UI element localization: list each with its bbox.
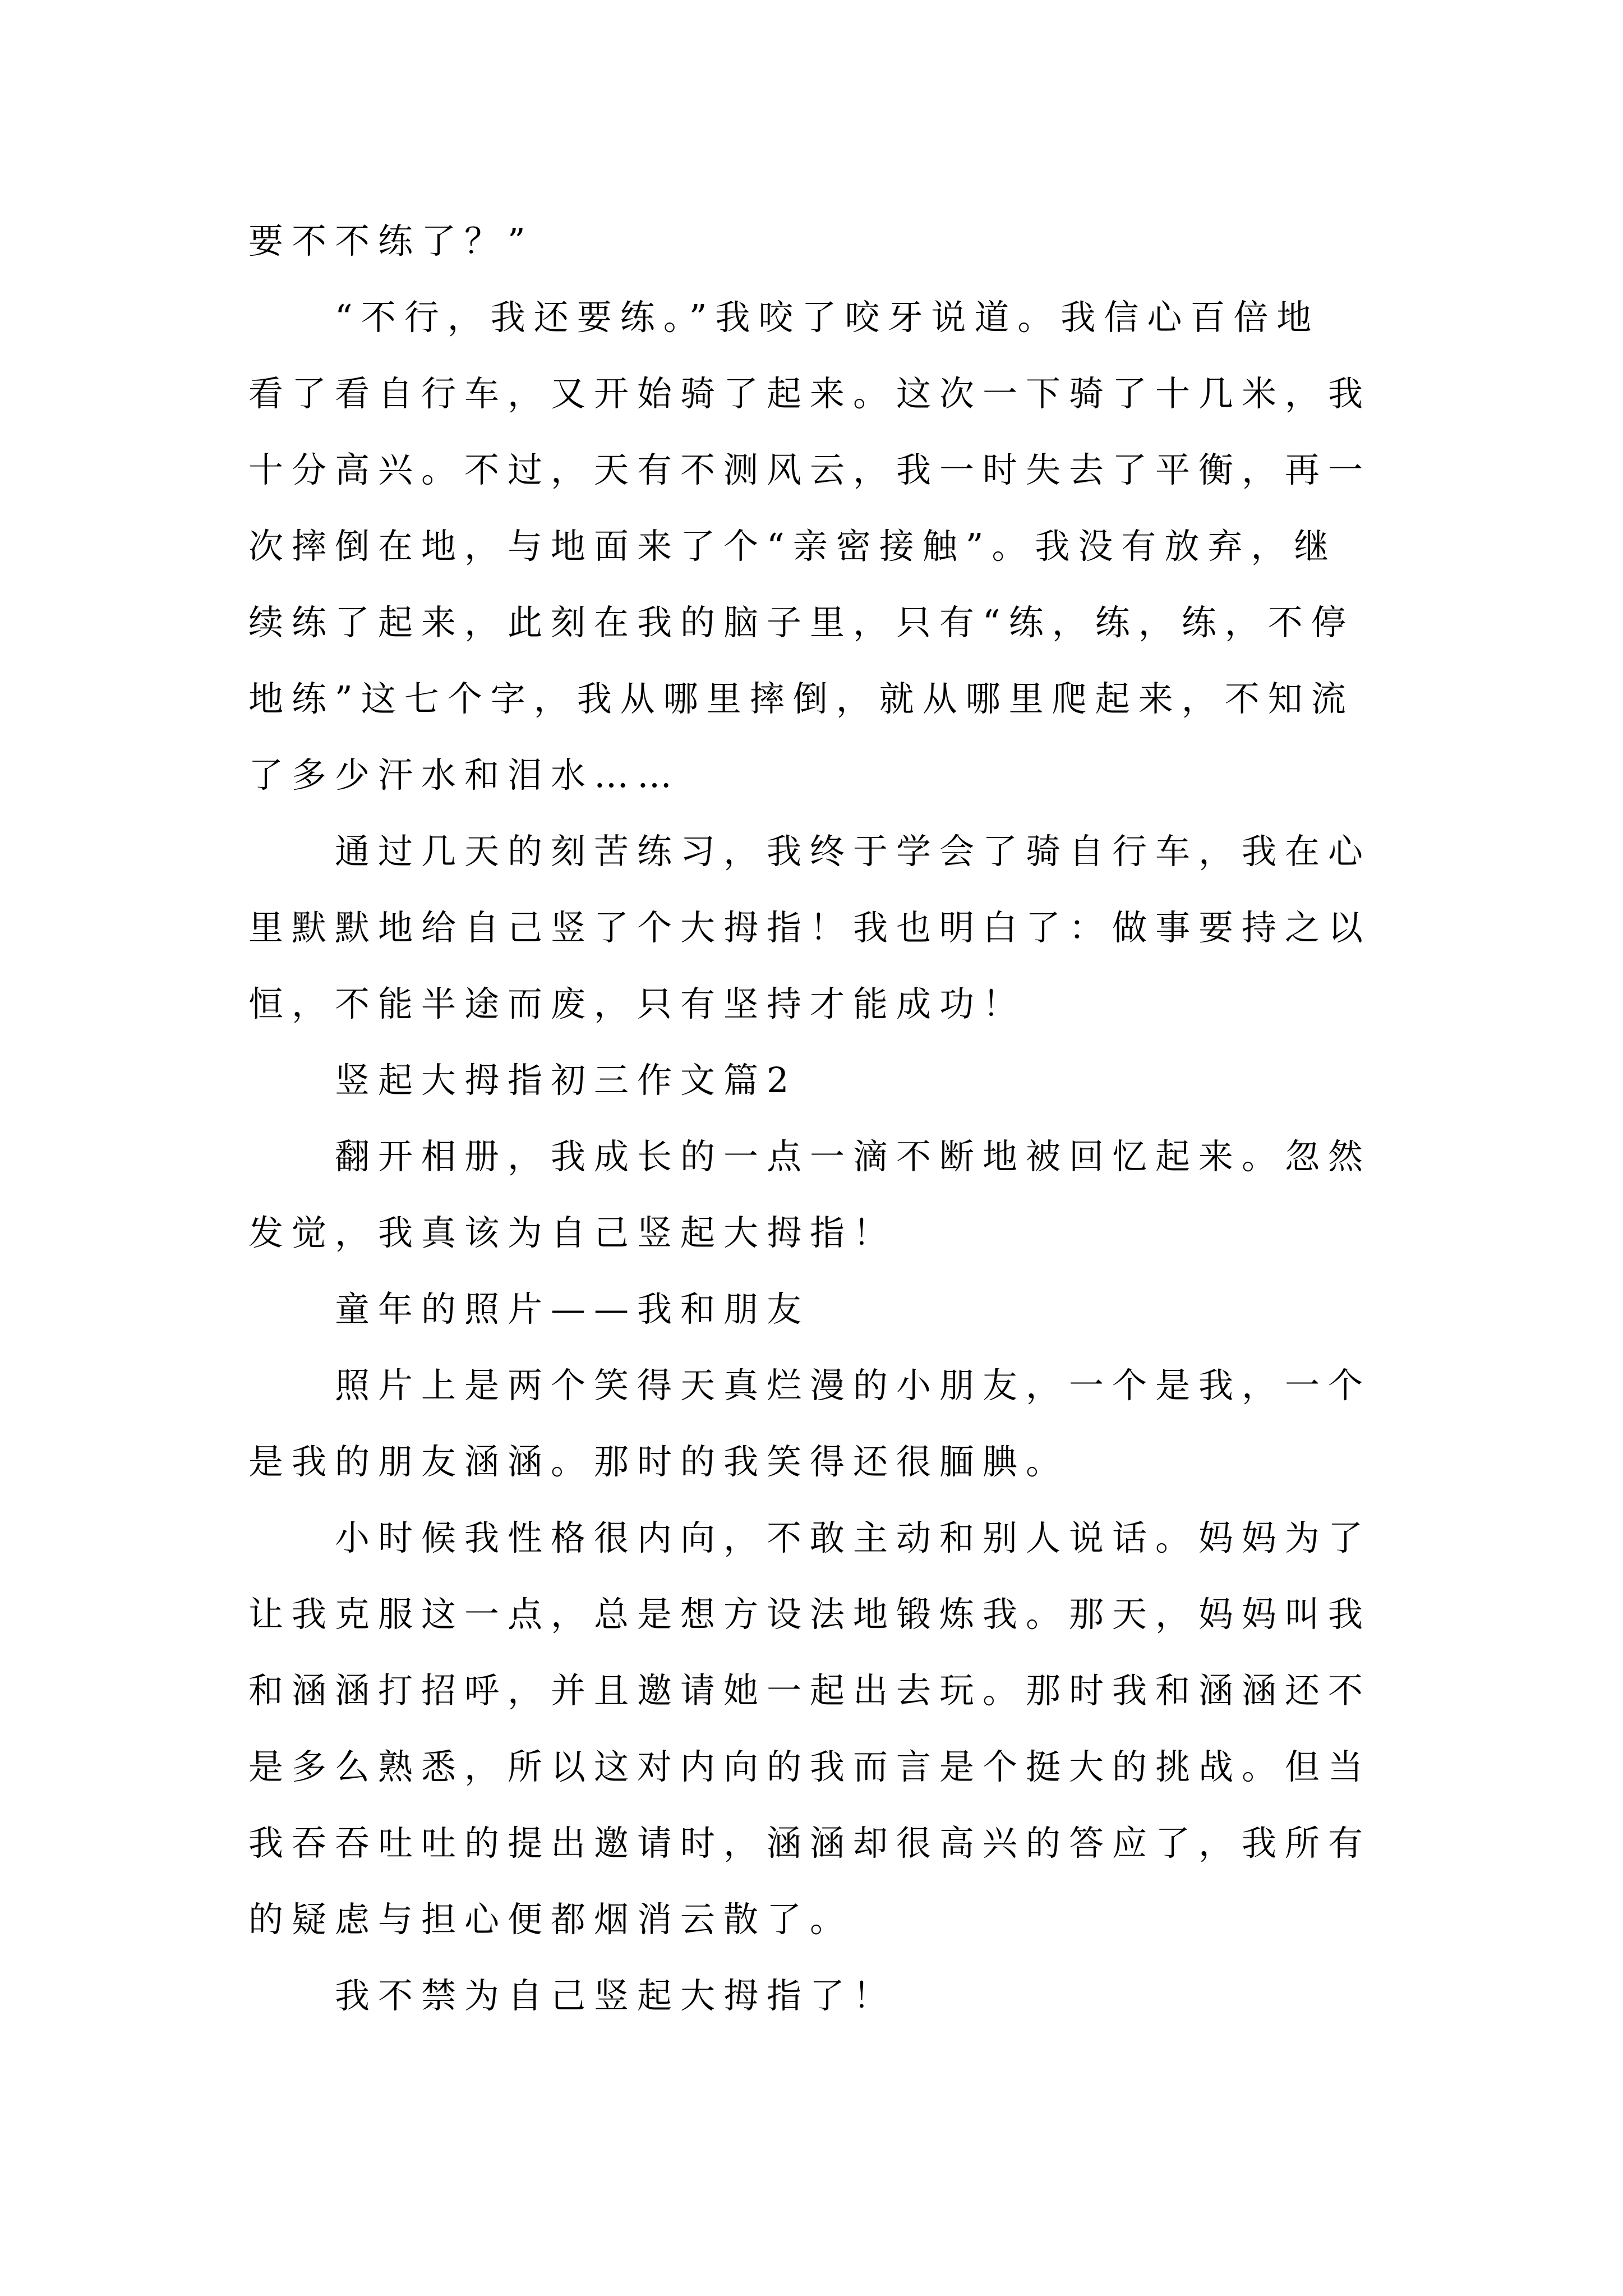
text-line: 发觉，我真该为自己竖起大拇指！ bbox=[248, 1212, 897, 1253]
text-line: 童年的照片——我和朋友 bbox=[335, 1289, 810, 1329]
text-line: 翻开相册，我成长的一点一滴不断地被回忆起来。忽然 bbox=[335, 1136, 1372, 1177]
text-line: 了多少汗水和泪水…… bbox=[248, 754, 681, 795]
text-line: 和涵涵打招呼，并且邀请她一起出去玩。那时我和涵涵还不 bbox=[248, 1670, 1372, 1711]
text-line: 通过几天的刻苦练习，我终于学会了骑自行车，我在心 bbox=[335, 831, 1372, 872]
text-line: 照片上是两个笑得天真烂漫的小朋友，一个是我，一个 bbox=[335, 1365, 1372, 1406]
text-line: 小时候我性格很内向，不敢主动和别人说话。妈妈为了 bbox=[335, 1517, 1372, 1558]
text-line: 恒，不能半途而废，只有坚持才能成功！ bbox=[248, 983, 1026, 1024]
text-line: 竖起大拇指初三作文篇2 bbox=[335, 1060, 797, 1101]
text-line: 续练了起来，此刻在我的脑子里，只有“练，练，练，不停 bbox=[248, 602, 1354, 643]
text-line: 我不禁为自己竖起大拇指了！ bbox=[335, 1975, 897, 2016]
text-line: 要不不练了？” bbox=[248, 220, 534, 261]
text-line: 里默默地给自己竖了个大拇指！我也明白了：做事要持之以 bbox=[248, 907, 1372, 948]
text-line: 的疑虑与担心便都烟消云散了。 bbox=[248, 1899, 854, 1940]
text-line: 是多么熟悉，所以这对内向的我而言是个挺大的挑战。但当 bbox=[248, 1746, 1372, 1787]
text-line: 地练”这七个字，我从哪里摔倒，就从哪里爬起来，不知流 bbox=[248, 678, 1354, 719]
text-line: 看了看自行车，又开始骑了起来。这次一下骑了十几米，我 bbox=[248, 373, 1372, 414]
text-line: 让我克服这一点，总是想方设法地锻炼我。那天，妈妈叫我 bbox=[248, 1594, 1372, 1635]
text-line: 是我的朋友涵涵。那时的我笑得还很腼腆。 bbox=[248, 1441, 1069, 1482]
text-line: 次摔倒在地，与地面来了个“亲密接触”。我没有放弃，继 bbox=[248, 526, 1338, 567]
text-line: “不行，我还要练。”我咬了咬牙说道。我信心百倍地 bbox=[335, 297, 1320, 338]
text-line: 我吞吞吐吐的提出邀请时，涵涵却很高兴的答应了，我所有 bbox=[248, 1823, 1372, 1864]
essay-text-block bbox=[248, 203, 1381, 2034]
text-line: 十分高兴。不过，天有不测风云，我一时失去了平衡，再一 bbox=[248, 449, 1372, 490]
